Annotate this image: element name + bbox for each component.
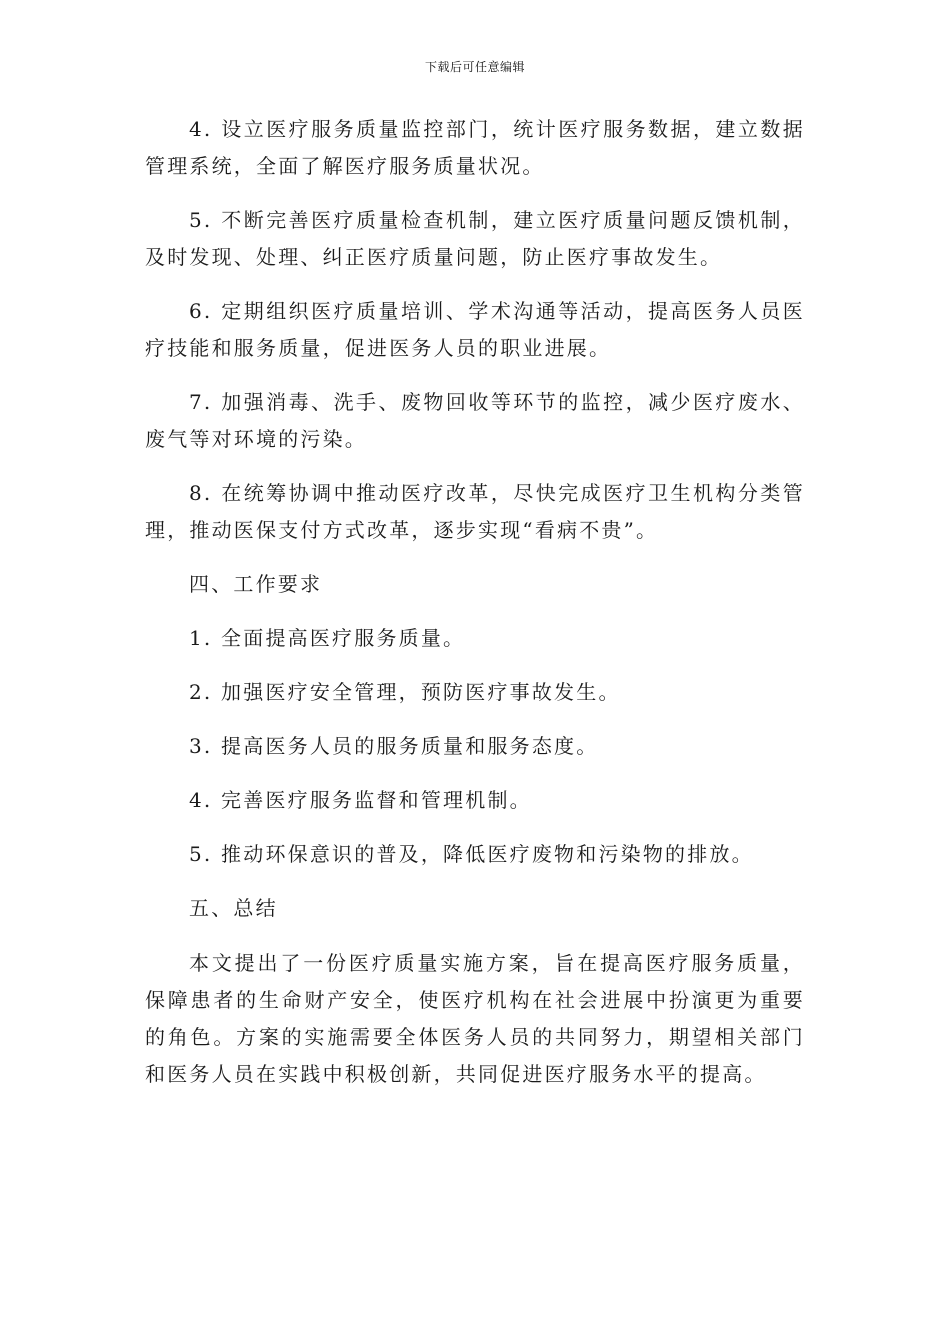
paragraph-item-6: 6. 定期组织医疗质量培训、学术沟通等活动，提高医务人员医疗技能和服务质量，促进医务人员的职业进展。 — [145, 299, 805, 360]
section-heading-work-requirements: 四、工作要求 — [189, 572, 323, 596]
requirement-item-4: 4. 完善医疗服务监督和管理机制。 — [189, 788, 532, 812]
requirement-item-1: 1. 全面提高医疗服务质量。 — [189, 626, 466, 650]
paragraph-item-4: 4. 设立医疗服务质量监控部门，统计医疗服务数据，建立数据管理系统，全面了解医疗服务质量状况。 — [145, 117, 805, 178]
document-body — [145, 111, 805, 1093]
requirement-item-5: 5. 推动环保意识的普及，降低医疗废物和污染物的排放。 — [189, 842, 754, 866]
paragraph-item-5: 5. 不断完善医疗质量检查机制，建立医疗质量问题反馈机制，及时发现、处理、纠正医疗质量问题，防止医疗事故发生。 — [145, 208, 805, 269]
requirement-item-3: 3. 提高医务人员的服务质量和服务态度。 — [189, 734, 599, 758]
page-header: 下载后可任意编辑 — [424, 60, 525, 74]
paragraph-item-7: 7. 加强消毒、洗手、废物回收等环节的监控，减少医疗废水、废气等对环境的污染。 — [145, 390, 805, 451]
requirement-item-2: 2. 加强医疗安全管理，预防医疗事故发生。 — [189, 680, 621, 704]
summary-paragraph: 本文提出了一份医疗质量实施方案，旨在提高医疗服务质量，保障患者的生命财产安全，使医疗机构在社会进展中扮演更为重要的角色。方案的实施需要全体医务人员的共同努力，期望相关部门和医务人员在实践中积极创新，共同促进医疗服务水平的提高。 — [145, 951, 805, 1086]
section-heading-summary: 五、总结 — [189, 896, 278, 920]
paragraph-item-8: 8. 在统筹协调中推动医疗改革，尽快完成医疗卫生机构分类管理，推动医保支付方式改革，逐步实现“看病不贵”。 — [145, 481, 805, 542]
